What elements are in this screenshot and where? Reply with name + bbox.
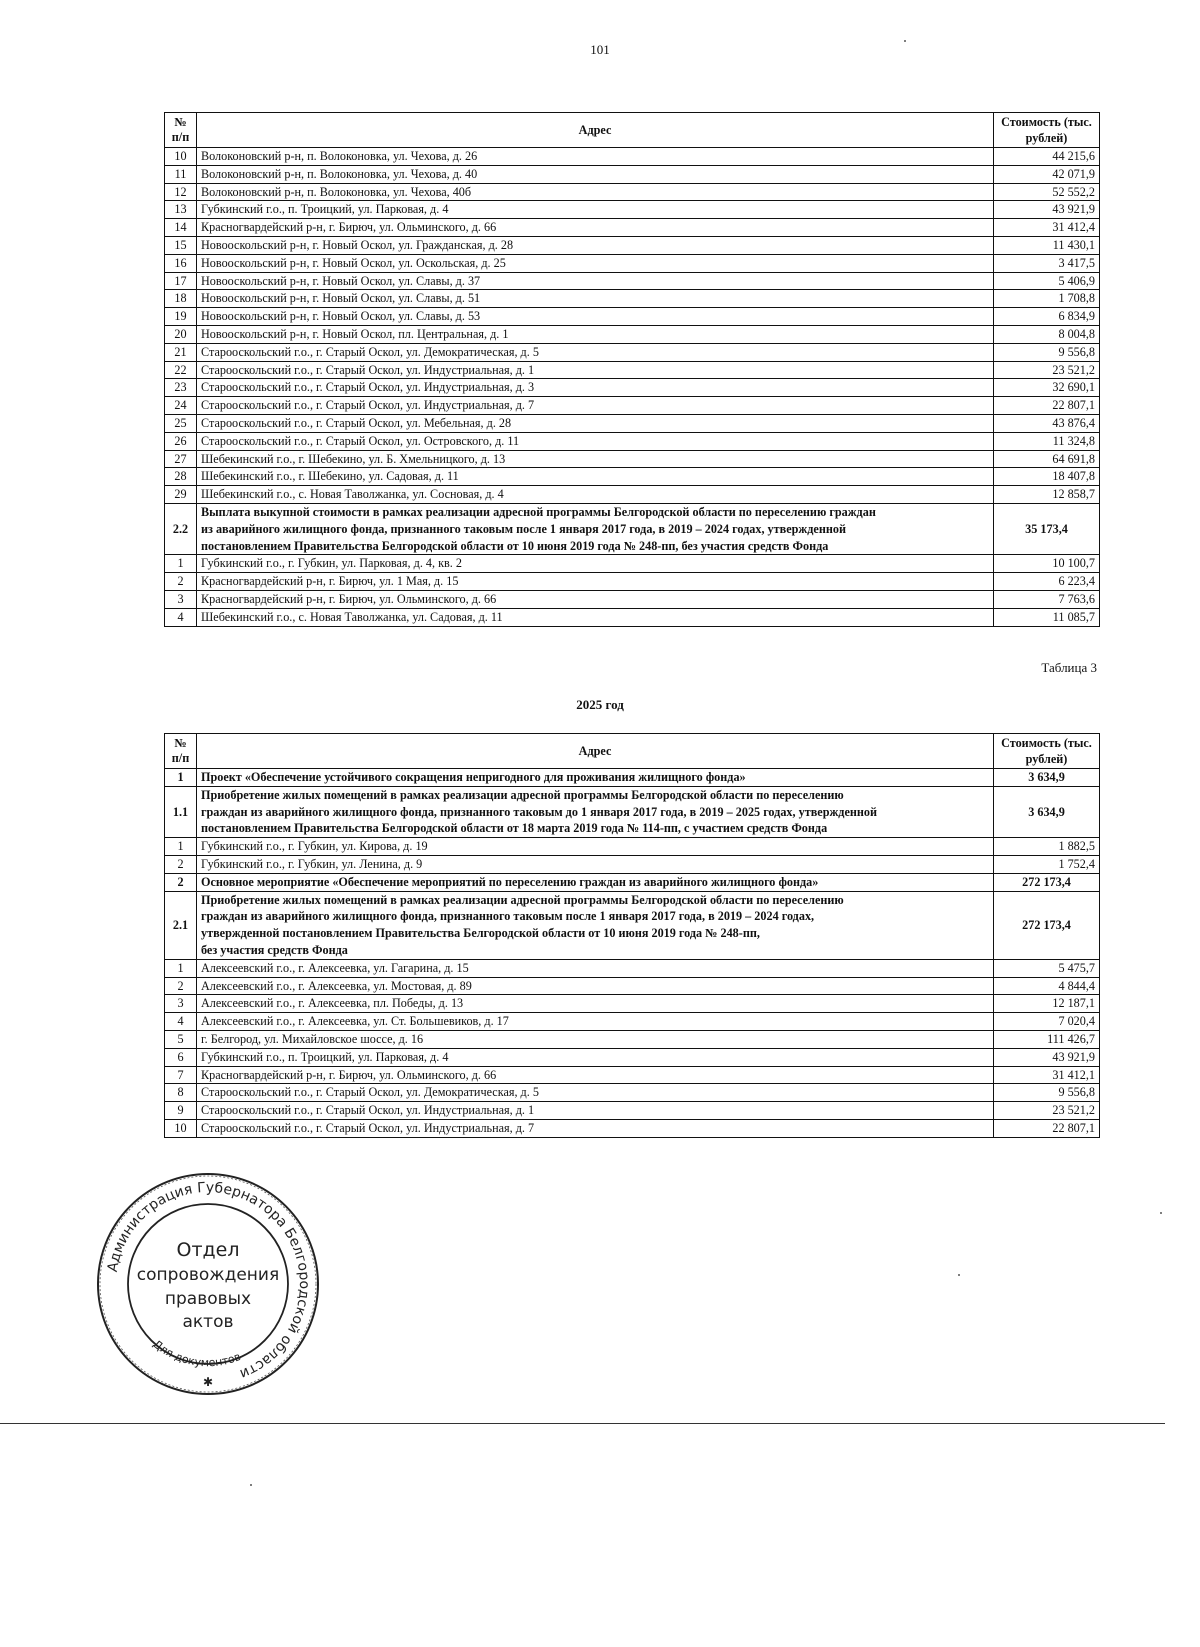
row-cost: 1 708,8 — [994, 290, 1100, 308]
table-row — [165, 183, 1100, 201]
row-number: 2 — [165, 977, 197, 995]
project-title: Проект «Обеспечение устойчивого сокращения непригодного для проживания жилищного фонда» — [197, 769, 994, 787]
row-address: Старооскольский г.о., г. Старый Оскол, ул. Индустриальная, д. 7 — [197, 1119, 994, 1137]
row-address: Шебекинский г.о., г. Шебекино, ул. Б. Хмельницкого, д. 13 — [197, 450, 994, 468]
row-address: Губкинский г.о., п. Троицкий, ул. Парковая, д. 4 — [197, 1048, 994, 1066]
row-address: Старооскольский г.о., г. Старый Оскол, ул. Индустриальная, д. 3 — [197, 379, 994, 397]
table-row — [165, 148, 1100, 166]
row-cost: 1 882,5 — [994, 838, 1100, 856]
section-description — [197, 786, 994, 837]
row-address: Красногвардейский р-н, г. Бирюч, ул. 1 Мая, д. 15 — [197, 573, 994, 591]
row-cost: 43 921,9 — [994, 1048, 1100, 1066]
row-address: Губкинский г.о., г. Губкин, ул. Кирова, д. 19 — [197, 838, 994, 856]
table-row — [165, 325, 1100, 343]
row-cost: 22 807,1 — [994, 1119, 1100, 1137]
row-address: Старооскольский г.о., г. Старый Оскол, ул. Индустриальная, д. 7 — [197, 397, 994, 415]
table-row — [165, 432, 1100, 450]
section-description — [197, 503, 994, 554]
row-cost: 3 417,5 — [994, 254, 1100, 272]
row-number: 25 — [165, 414, 197, 432]
row-address: Старооскольский г.о., г. Старый Оскол, ул. Демократическая, д. 5 — [197, 343, 994, 361]
section-cost: 3 634,9 — [994, 786, 1100, 837]
header-num: № п/п — [165, 734, 197, 769]
stamp-ring-text: Администрация Губернатора Белгородской области — [104, 1179, 313, 1382]
project-number: 1 — [165, 769, 197, 787]
table-row — [165, 1084, 1100, 1102]
row-number: 20 — [165, 325, 197, 343]
stamp-line: правовых — [164, 1289, 252, 1309]
row-number: 8 — [165, 1084, 197, 1102]
row-address: Новооскольский р-н, г. Новый Оскол, ул. Гражданская, д. 28 — [197, 236, 994, 254]
row-number: 26 — [165, 432, 197, 450]
row-number: 14 — [165, 219, 197, 237]
table-row — [165, 977, 1100, 995]
row-cost: 6 834,9 — [994, 308, 1100, 326]
main-event-row — [165, 873, 1100, 891]
section-line: граждан из аварийного жилищного фонда, признанного таковым до 1 января 2017 года, в 2019 – 2025 годах, утвержденной — [201, 804, 878, 819]
section-cost: 272 173,4 — [994, 891, 1100, 959]
section-line: без участия средств Фонда — [201, 942, 348, 957]
row-number: 17 — [165, 272, 197, 290]
table-row — [165, 272, 1100, 290]
table-row — [165, 308, 1100, 326]
row-number: 7 — [165, 1066, 197, 1084]
section-2-2 — [165, 503, 1100, 554]
row-number: 3 — [165, 590, 197, 608]
table-row — [165, 1030, 1100, 1048]
row-number: 6 — [165, 1048, 197, 1066]
row-cost: 11 324,8 — [994, 432, 1100, 450]
row-number: 15 — [165, 236, 197, 254]
row-cost: 32 690,1 — [994, 379, 1100, 397]
row-address: Новооскольский р-н, г. Новый Оскол, ул. Славы, д. 37 — [197, 272, 994, 290]
row-number: 5 — [165, 1030, 197, 1048]
row-number: 1 — [165, 555, 197, 573]
section-number: 1.1 — [165, 786, 197, 837]
section-line: постановлением Правительства Белгородской области от 18 марта 2019 года № 114-пп, с участием средств Фонда — [201, 821, 828, 836]
stamp-line: актов — [182, 1312, 234, 1332]
scan-speck — [1160, 1212, 1162, 1214]
row-cost: 6 223,4 — [994, 573, 1100, 591]
row-cost: 7 020,4 — [994, 1013, 1100, 1031]
row-address: Алексеевский г.о., г. Алексеевка, ул. Мостовая, д. 89 — [197, 977, 994, 995]
row-address: Алексеевский г.о., г. Алексеевка, пл. Победы, д. 13 — [197, 995, 994, 1013]
table-row — [165, 1102, 1100, 1120]
rows-group — [165, 555, 1100, 626]
row-cost: 11 085,7 — [994, 608, 1100, 626]
stamp-line: сопровождения — [136, 1265, 280, 1285]
table-row — [165, 450, 1100, 468]
table-row — [165, 1048, 1100, 1066]
table-header-row — [165, 113, 1100, 148]
project-group — [165, 769, 1100, 838]
row-cost: 4 844,4 — [994, 977, 1100, 995]
row-cost: 42 071,9 — [994, 165, 1100, 183]
rows-group — [165, 148, 1100, 504]
row-address: Новооскольский р-н, г. Новый Оскол, ул. Славы, д. 51 — [197, 290, 994, 308]
table-row — [165, 608, 1100, 626]
row-number: 12 — [165, 183, 197, 201]
row-address: Старооскольский г.о., г. Старый Оскол, ул. Индустриальная, д. 1 — [197, 361, 994, 379]
cut-line — [0, 1423, 1165, 1424]
scan-speck — [958, 1274, 960, 1276]
rows-group — [165, 959, 1100, 1137]
section-line: граждан из аварийного жилищного фонда, признанного таковым после 1 января 2017 года, в 2019 – 2024 годах, — [201, 909, 815, 924]
section-line: Выплата выкупной стоимости в рамках реализации адресной программы Белгородской области по переселению граждан — [201, 504, 876, 519]
table-row — [165, 838, 1100, 856]
table-row — [165, 397, 1100, 415]
table-row — [165, 468, 1100, 486]
row-cost: 11 430,1 — [994, 236, 1100, 254]
row-address: Шебекинский г.о., с. Новая Таволжанка, ул. Садовая, д. 11 — [197, 608, 994, 626]
row-number: 18 — [165, 290, 197, 308]
table-row — [165, 573, 1100, 591]
table-row — [165, 486, 1100, 504]
row-number: 23 — [165, 379, 197, 397]
row-number: 21 — [165, 343, 197, 361]
stamp-bottom-text: Для документов — [150, 1337, 243, 1370]
row-cost: 12 187,1 — [994, 995, 1100, 1013]
row-address: Новооскольский р-н, г. Новый Оскол, пл. Центральная, д. 1 — [197, 325, 994, 343]
row-address: Алексеевский г.о., г. Алексеевка, ул. Ст. Большевиков, д. 17 — [197, 1013, 994, 1031]
cost-table-2025 — [164, 733, 1100, 1138]
scan-speck — [904, 40, 906, 42]
table-header-row — [165, 734, 1100, 769]
table-caption: Таблица 3 — [1041, 660, 1097, 675]
table-row — [165, 254, 1100, 272]
section-number: 2.2 — [165, 503, 197, 554]
table-row — [165, 1119, 1100, 1137]
cost-table-continued — [164, 112, 1100, 627]
header-num: № п/п — [165, 113, 197, 148]
row-cost: 52 552,2 — [994, 183, 1100, 201]
row-address: Старооскольский г.о., г. Старый Оскол, ул. Индустриальная, д. 1 — [197, 1102, 994, 1120]
row-number: 27 — [165, 450, 197, 468]
row-address: Алексеевский г.о., г. Алексеевка, ул. Гагарина, д. 15 — [197, 959, 994, 977]
row-address: Волоконовский р-н, п. Волоконовка, ул. Чехова, д. 40 — [197, 165, 994, 183]
section-description — [197, 891, 994, 959]
row-address: Новооскольский р-н, г. Новый Оскол, ул. Оскольская, д. 25 — [197, 254, 994, 272]
row-address: Волоконовский р-н, п. Волоконовка, ул. Чехова, 40б — [197, 183, 994, 201]
table-row — [165, 219, 1100, 237]
row-number: 24 — [165, 397, 197, 415]
section-cost: 35 173,4 — [994, 503, 1100, 554]
rows-group — [165, 838, 1100, 874]
page-number: 101 — [590, 42, 610, 57]
row-number: 3 — [165, 995, 197, 1013]
section-line: постановлением Правительства Белгородской области от 10 июня 2019 года № 248-пп, без участия средств Фонда — [201, 538, 829, 553]
row-number: 4 — [165, 1013, 197, 1031]
section-row — [165, 503, 1100, 554]
row-address: Старооскольский г.о., г. Старый Оскол, ул. Демократическая, д. 5 — [197, 1084, 994, 1102]
row-number: 1 — [165, 838, 197, 856]
row-address: г. Белгород, ул. Михайловское шоссе, д. 16 — [197, 1030, 994, 1048]
row-address: Красногвардейский р-н, г. Бирюч, ул. Ольминского, д. 66 — [197, 1066, 994, 1084]
row-cost: 23 521,2 — [994, 361, 1100, 379]
row-address: Шебекинский г.о., г. Шебекино, ул. Садовая, д. 11 — [197, 468, 994, 486]
row-address: Шебекинский г.о., с. Новая Таволжанка, ул. Сосновая, д. 4 — [197, 486, 994, 504]
main-event-cost: 272 173,4 — [994, 873, 1100, 891]
row-cost: 1 752,4 — [994, 855, 1100, 873]
row-cost: 22 807,1 — [994, 397, 1100, 415]
row-address: Волоконовский р-н, п. Волоконовка, ул. Чехова, д. 26 — [197, 148, 994, 166]
row-number: 16 — [165, 254, 197, 272]
table-row — [165, 855, 1100, 873]
table-row — [165, 959, 1100, 977]
row-cost: 31 412,1 — [994, 1066, 1100, 1084]
stamp-line: Отдел — [176, 1239, 240, 1261]
section-row — [165, 891, 1100, 959]
project-row — [165, 769, 1100, 787]
main-event-number: 2 — [165, 873, 197, 891]
scan-speck — [250, 1484, 252, 1486]
official-stamp — [92, 1168, 324, 1400]
row-address: Красногвардейский р-н, г. Бирюч, ул. Ольминского, д. 66 — [197, 219, 994, 237]
row-number: 29 — [165, 486, 197, 504]
row-cost: 43 876,4 — [994, 414, 1100, 432]
section-number: 2.1 — [165, 891, 197, 959]
table-row — [165, 343, 1100, 361]
row-cost: 111 426,7 — [994, 1030, 1100, 1048]
table-row — [165, 995, 1100, 1013]
section-line: из аварийного жилищного фонда, признанного таковым после 1 января 2017 года, в 2019 – 2024 годах, утвержденной — [201, 521, 846, 536]
row-number: 28 — [165, 468, 197, 486]
row-address: Губкинский г.о., г. Губкин, ул. Ленина, д. 9 — [197, 855, 994, 873]
header-cost: Стоимость (тыс. рублей) — [994, 113, 1100, 148]
header-address: Адрес — [197, 734, 994, 769]
row-address: Старооскольский г.о., г. Старый Оскол, ул. Мебельная, д. 28 — [197, 414, 994, 432]
row-cost: 9 556,8 — [994, 1084, 1100, 1102]
row-number: 22 — [165, 361, 197, 379]
table-row — [165, 1013, 1100, 1031]
row-number: 4 — [165, 608, 197, 626]
row-address: Красногвардейский р-н, г. Бирюч, ул. Ольминского, д. 66 — [197, 590, 994, 608]
row-cost: 43 921,9 — [994, 201, 1100, 219]
table-row — [165, 201, 1100, 219]
table-row — [165, 590, 1100, 608]
section-row — [165, 786, 1100, 837]
row-number: 9 — [165, 1102, 197, 1120]
table-row — [165, 290, 1100, 308]
row-number: 19 — [165, 308, 197, 326]
row-number: 2 — [165, 573, 197, 591]
row-address: Новооскольский р-н, г. Новый Оскол, ул. Славы, д. 53 — [197, 308, 994, 326]
table-row — [165, 555, 1100, 573]
main-event-title: Основное мероприятие «Обеспечение мероприятий по переселению граждан из аварийного жилищного фонда» — [197, 873, 994, 891]
row-address: Губкинский г.о., п. Троицкий, ул. Парковая, д. 4 — [197, 201, 994, 219]
row-number: 11 — [165, 165, 197, 183]
table-row — [165, 1066, 1100, 1084]
row-number: 10 — [165, 1119, 197, 1137]
row-cost: 12 858,7 — [994, 486, 1100, 504]
main-event-group — [165, 873, 1100, 959]
row-cost: 8 004,8 — [994, 325, 1100, 343]
row-address: Старооскольский г.о., г. Старый Оскол, ул. Островского, д. 11 — [197, 432, 994, 450]
row-cost: 9 556,8 — [994, 343, 1100, 361]
row-number: 1 — [165, 959, 197, 977]
row-cost: 31 412,4 — [994, 219, 1100, 237]
section-line: Приобретение жилых помещений в рамках реализации адресной программы Белгородской области по переселению — [201, 787, 844, 802]
section-line: Приобретение жилых помещений в рамках реализации адресной программы Белгородской области по переселению — [201, 892, 844, 907]
row-address: Губкинский г.о., г. Губкин, ул. Парковая, д. 4, кв. 2 — [197, 555, 994, 573]
year-title: 2025 год — [576, 697, 624, 712]
row-cost: 23 521,2 — [994, 1102, 1100, 1120]
project-cost: 3 634,9 — [994, 769, 1100, 787]
star-icon: ✱ — [202, 1375, 214, 1389]
row-number: 10 — [165, 148, 197, 166]
header-address: Адрес — [197, 113, 994, 148]
table-row — [165, 236, 1100, 254]
row-number: 13 — [165, 201, 197, 219]
section-line: утвержденной постановлением Правительства Белгородской области от 10 июня 2019 года № 248-пп, — [201, 926, 760, 941]
table-row — [165, 361, 1100, 379]
table-row — [165, 414, 1100, 432]
row-cost: 7 763,6 — [994, 590, 1100, 608]
header-cost: Стоимость (тыс. рублей) — [994, 734, 1100, 769]
row-number: 2 — [165, 855, 197, 873]
table-row — [165, 165, 1100, 183]
row-cost: 18 407,8 — [994, 468, 1100, 486]
row-cost: 10 100,7 — [994, 555, 1100, 573]
table-row — [165, 379, 1100, 397]
row-cost: 5 475,7 — [994, 959, 1100, 977]
row-cost: 64 691,8 — [994, 450, 1100, 468]
row-cost: 5 406,9 — [994, 272, 1100, 290]
row-cost: 44 215,6 — [994, 148, 1100, 166]
